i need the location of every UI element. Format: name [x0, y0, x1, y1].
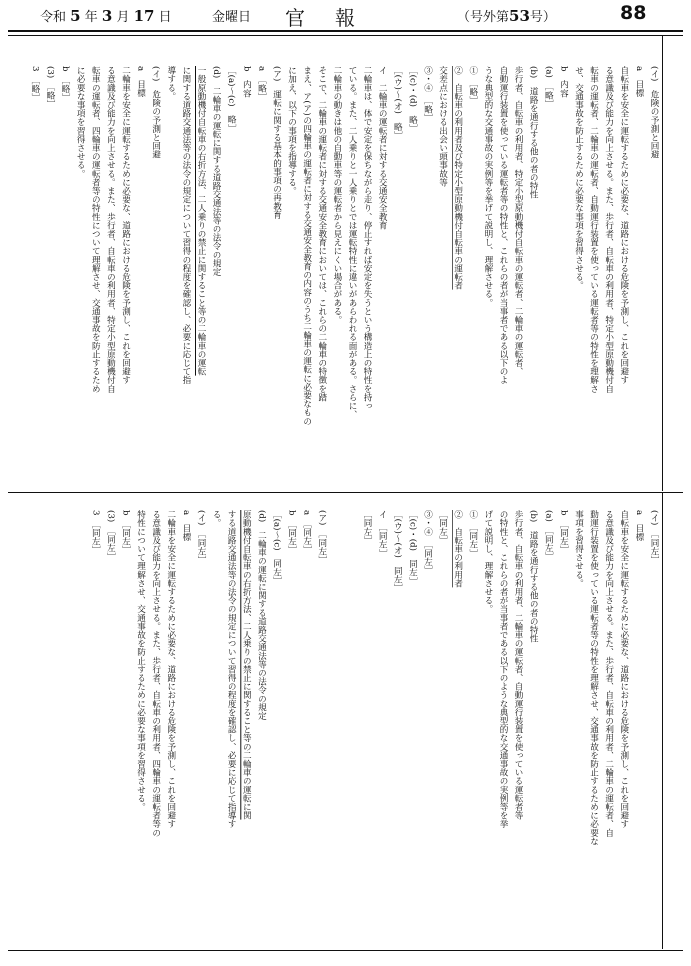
- gazette-title: 官報: [285, 6, 385, 30]
- section-divider: [8, 492, 683, 493]
- text-column: の特性と、これらの者が当事者である以下のような典型的な交通事故の実例等を挙: [498, 510, 508, 829]
- text-column: 動運行装置を使っている運転者等の特性を理解させ、交通事故を防止するために必要な: [588, 510, 599, 846]
- text-column: b ［略］: [60, 66, 71, 102]
- issue-num: 53: [509, 7, 530, 25]
- text-column: ている。また、二人乗りと一人乗りとでは運転特性に違いがあらわれる面がある。さらに、: [347, 66, 357, 419]
- issue-date: [40, 6, 172, 25]
- text-column: ② 自転車の利用者及び特定小型原動機付自転車の運転者: [452, 66, 463, 290]
- text-column: ③・④ ［略］: [422, 66, 433, 122]
- text-column: (ア) 運転に関する基本的事項の再教育: [271, 66, 282, 219]
- text-column: ［同左］: [437, 510, 448, 545]
- text-column: (3) ［同左］: [105, 510, 116, 561]
- text-column: (a) ［略］: [543, 66, 554, 108]
- text-column: する道路交通法等の法令の規定について習得の程度を確認し、必要に応じて指導す: [226, 510, 237, 829]
- text-column: 二輪車は、体で安定を保ちながら走り、停止すれば安定を失うという構造上の特性を持っ: [362, 66, 373, 410]
- text-column: (イ) 危険の予測と回避: [150, 66, 161, 159]
- text-column: せ、交通事故を防止するために必要な事項を習得させる。: [573, 66, 584, 290]
- text-column: る意識及び能力を向上させる。また、歩行者、自転車の利用者、特定小型原動機付自: [105, 66, 116, 393]
- text-column: 導する。: [165, 66, 176, 101]
- text-column: まえ、ア(ア)の四輪車の運転者に対する交通安全教育の内容のうち二輪車の運転に必要なもの: [301, 66, 312, 426]
- text-column: ① ［略］: [467, 66, 478, 105]
- text-column: a 目標: [180, 510, 191, 541]
- text-column: ［(c)・(d) 略］: [407, 66, 418, 133]
- text-column: る意識及び能力を向上させる。また、歩行者、自転車の利用者、特定小型原動機付自: [603, 66, 614, 393]
- text-column: 二輪車を安全に運転するために必要な、道路における危険を予測し、これを回避す: [120, 66, 131, 385]
- month-unit: 月: [116, 10, 130, 25]
- text-column: (3) ［略］: [45, 66, 55, 109]
- upper-side-rule: [662, 36, 663, 491]
- text-column: に加え、以下の事項を指導する。: [286, 66, 297, 195]
- text-column: げて説明し、理解させる。: [482, 510, 493, 614]
- bottom-rule: [8, 950, 683, 951]
- text-column: a 目標: [135, 66, 146, 97]
- text-column: ［(a)～(c) 同左］: [271, 510, 282, 585]
- text-column: 自転車を安全に運転するために必要な、道路における危険を予測し、これを回避す: [618, 510, 629, 829]
- text-column: ［(ウ)～(オ) 略］: [392, 66, 403, 140]
- text-column: に必要な事項を習得させる。: [75, 66, 86, 178]
- text-column: b ［同左］: [558, 510, 569, 555]
- text-column: ［(ウ)～(オ) 同左］: [392, 510, 403, 593]
- year: 5: [70, 7, 81, 25]
- text-column: 事項を習得させる。: [573, 510, 584, 588]
- text-column: (d) 二輪車の運転に関する道路交通法等の法令の規定: [211, 66, 222, 277]
- text-column: b 内容: [558, 66, 569, 98]
- text-column: 交差点における出会い頭事故等: [437, 66, 448, 187]
- text-column: b 内容: [241, 66, 252, 98]
- text-column: イ 二輪車の運転者に対する交通安全教育: [377, 66, 388, 230]
- text-column: a ［略］: [256, 66, 267, 102]
- day-unit: 日: [158, 10, 172, 25]
- text-column: る意識及び能力を向上させる。また、歩行者、自転車の利用者、二輪車の運転者、自: [603, 510, 614, 837]
- text-column: 特性について理解させ、交通事故を防止するために必要な事項を習得させる。: [135, 510, 146, 811]
- text-column: 歩行者、自転車の利用者、二輪車の運転者、自動運行装置を使っている運転者等: [513, 510, 524, 820]
- text-column: b ［同左］: [120, 510, 131, 555]
- text-column: (b) 道路を通行する他の者の特性: [528, 510, 539, 643]
- text-column: a ［同左］: [301, 510, 312, 554]
- text-column: そこで、二輪車の運転者に対する交通安全教育においては、これらの二輪車の特徴を踏: [316, 66, 327, 402]
- text-column: 二輪車の動きは他の自動車等の運転者から見えにくい場合がある。: [331, 66, 342, 324]
- text-column: a 目標: [633, 66, 644, 97]
- issue-suffix: 号）: [529, 10, 556, 25]
- era: 令和: [40, 10, 67, 25]
- text-column: (イ) ［同左］: [196, 510, 206, 565]
- text-column: 一般原動機付自転車の右折方法、二人乗りの禁止に関すること等の二輪車の運転: [196, 66, 206, 376]
- text-column: (イ) 危険の予測と回避: [649, 66, 659, 159]
- issue-prefix: （号外第: [457, 10, 510, 25]
- text-column: ［(a)～(c) 略］: [226, 66, 237, 133]
- text-column: (ア) ［同左］: [316, 510, 327, 565]
- text-column: る。: [211, 510, 222, 528]
- text-column: 転車の運転者、四輪車の運転者等の特性について理解させ、交通事故を防止するため: [90, 66, 101, 393]
- text-column: 原動機付自転車の右折方法、二人乗りの禁止に関すること等の二輪車の運転に関: [241, 510, 252, 820]
- text-column: イ ［同左］: [377, 510, 388, 558]
- text-column: 3 ［同左］: [90, 510, 101, 555]
- text-column: 転車の運転者、二輪車の運転者、自動運行装置を使っている運転者等の特性を理解さ: [588, 66, 599, 393]
- text-column: ② 自転車の利用者: [452, 510, 463, 588]
- text-column: 3 ［略］: [29, 66, 40, 102]
- text-column: 自転車を安全に運転するために必要な、道路における危険を予測し、これを回避す: [618, 66, 629, 385]
- text-column: (a) ［同左］: [543, 510, 554, 561]
- text-column: ① ［同左］: [467, 510, 478, 558]
- month: 3: [101, 7, 113, 25]
- text-column: ③・④ ［同左］: [422, 510, 433, 575]
- text-column: (イ) ［同左］: [649, 510, 659, 565]
- text-column: (d) 二輪車の運転に関する道路交通法等の法令の規定: [256, 510, 267, 721]
- text-column: る意識及び能力を向上させる。また、歩行者、自転車の利用者、四輪車の運転者等の: [150, 510, 161, 837]
- text-column: に関する道路交通法等の法令の規定について習得の程度を確認し、必要に応じて指: [180, 66, 191, 385]
- lower-side-rule: [662, 493, 663, 949]
- header-rule-thin: [8, 35, 683, 36]
- header-rule: [8, 30, 683, 32]
- page-number: 88: [620, 2, 647, 24]
- weekday: 金曜日: [212, 10, 252, 25]
- page-header: [0, 0, 691, 28]
- text-column: うな典型的な交通事故の実例等を挙げて説明し、理解させる。: [482, 66, 493, 307]
- text-column: ［同左］: [362, 510, 373, 545]
- text-column: ［(c)・(d) 同左］: [407, 510, 418, 586]
- text-column: 二輪車を安全に運転するために必要な、道路における危険を予測し、これを回避す: [165, 510, 176, 829]
- issue-number: [457, 6, 556, 25]
- text-column: (b) 道路を通行する他の者の特性: [528, 66, 539, 199]
- text-column: b ［同左］: [286, 510, 297, 555]
- year-unit: 年: [84, 10, 98, 25]
- text-column: 自動運行装置を使っている運転者等の特性と、これらの者が当事者である以下のよ: [498, 66, 508, 385]
- text-column: a 目標: [633, 510, 644, 541]
- text-column: 歩行者、自転車の利用者、特定小型原動機付自転車の運転者、二輪車の運転者、: [513, 66, 524, 376]
- day: 17: [133, 7, 155, 25]
